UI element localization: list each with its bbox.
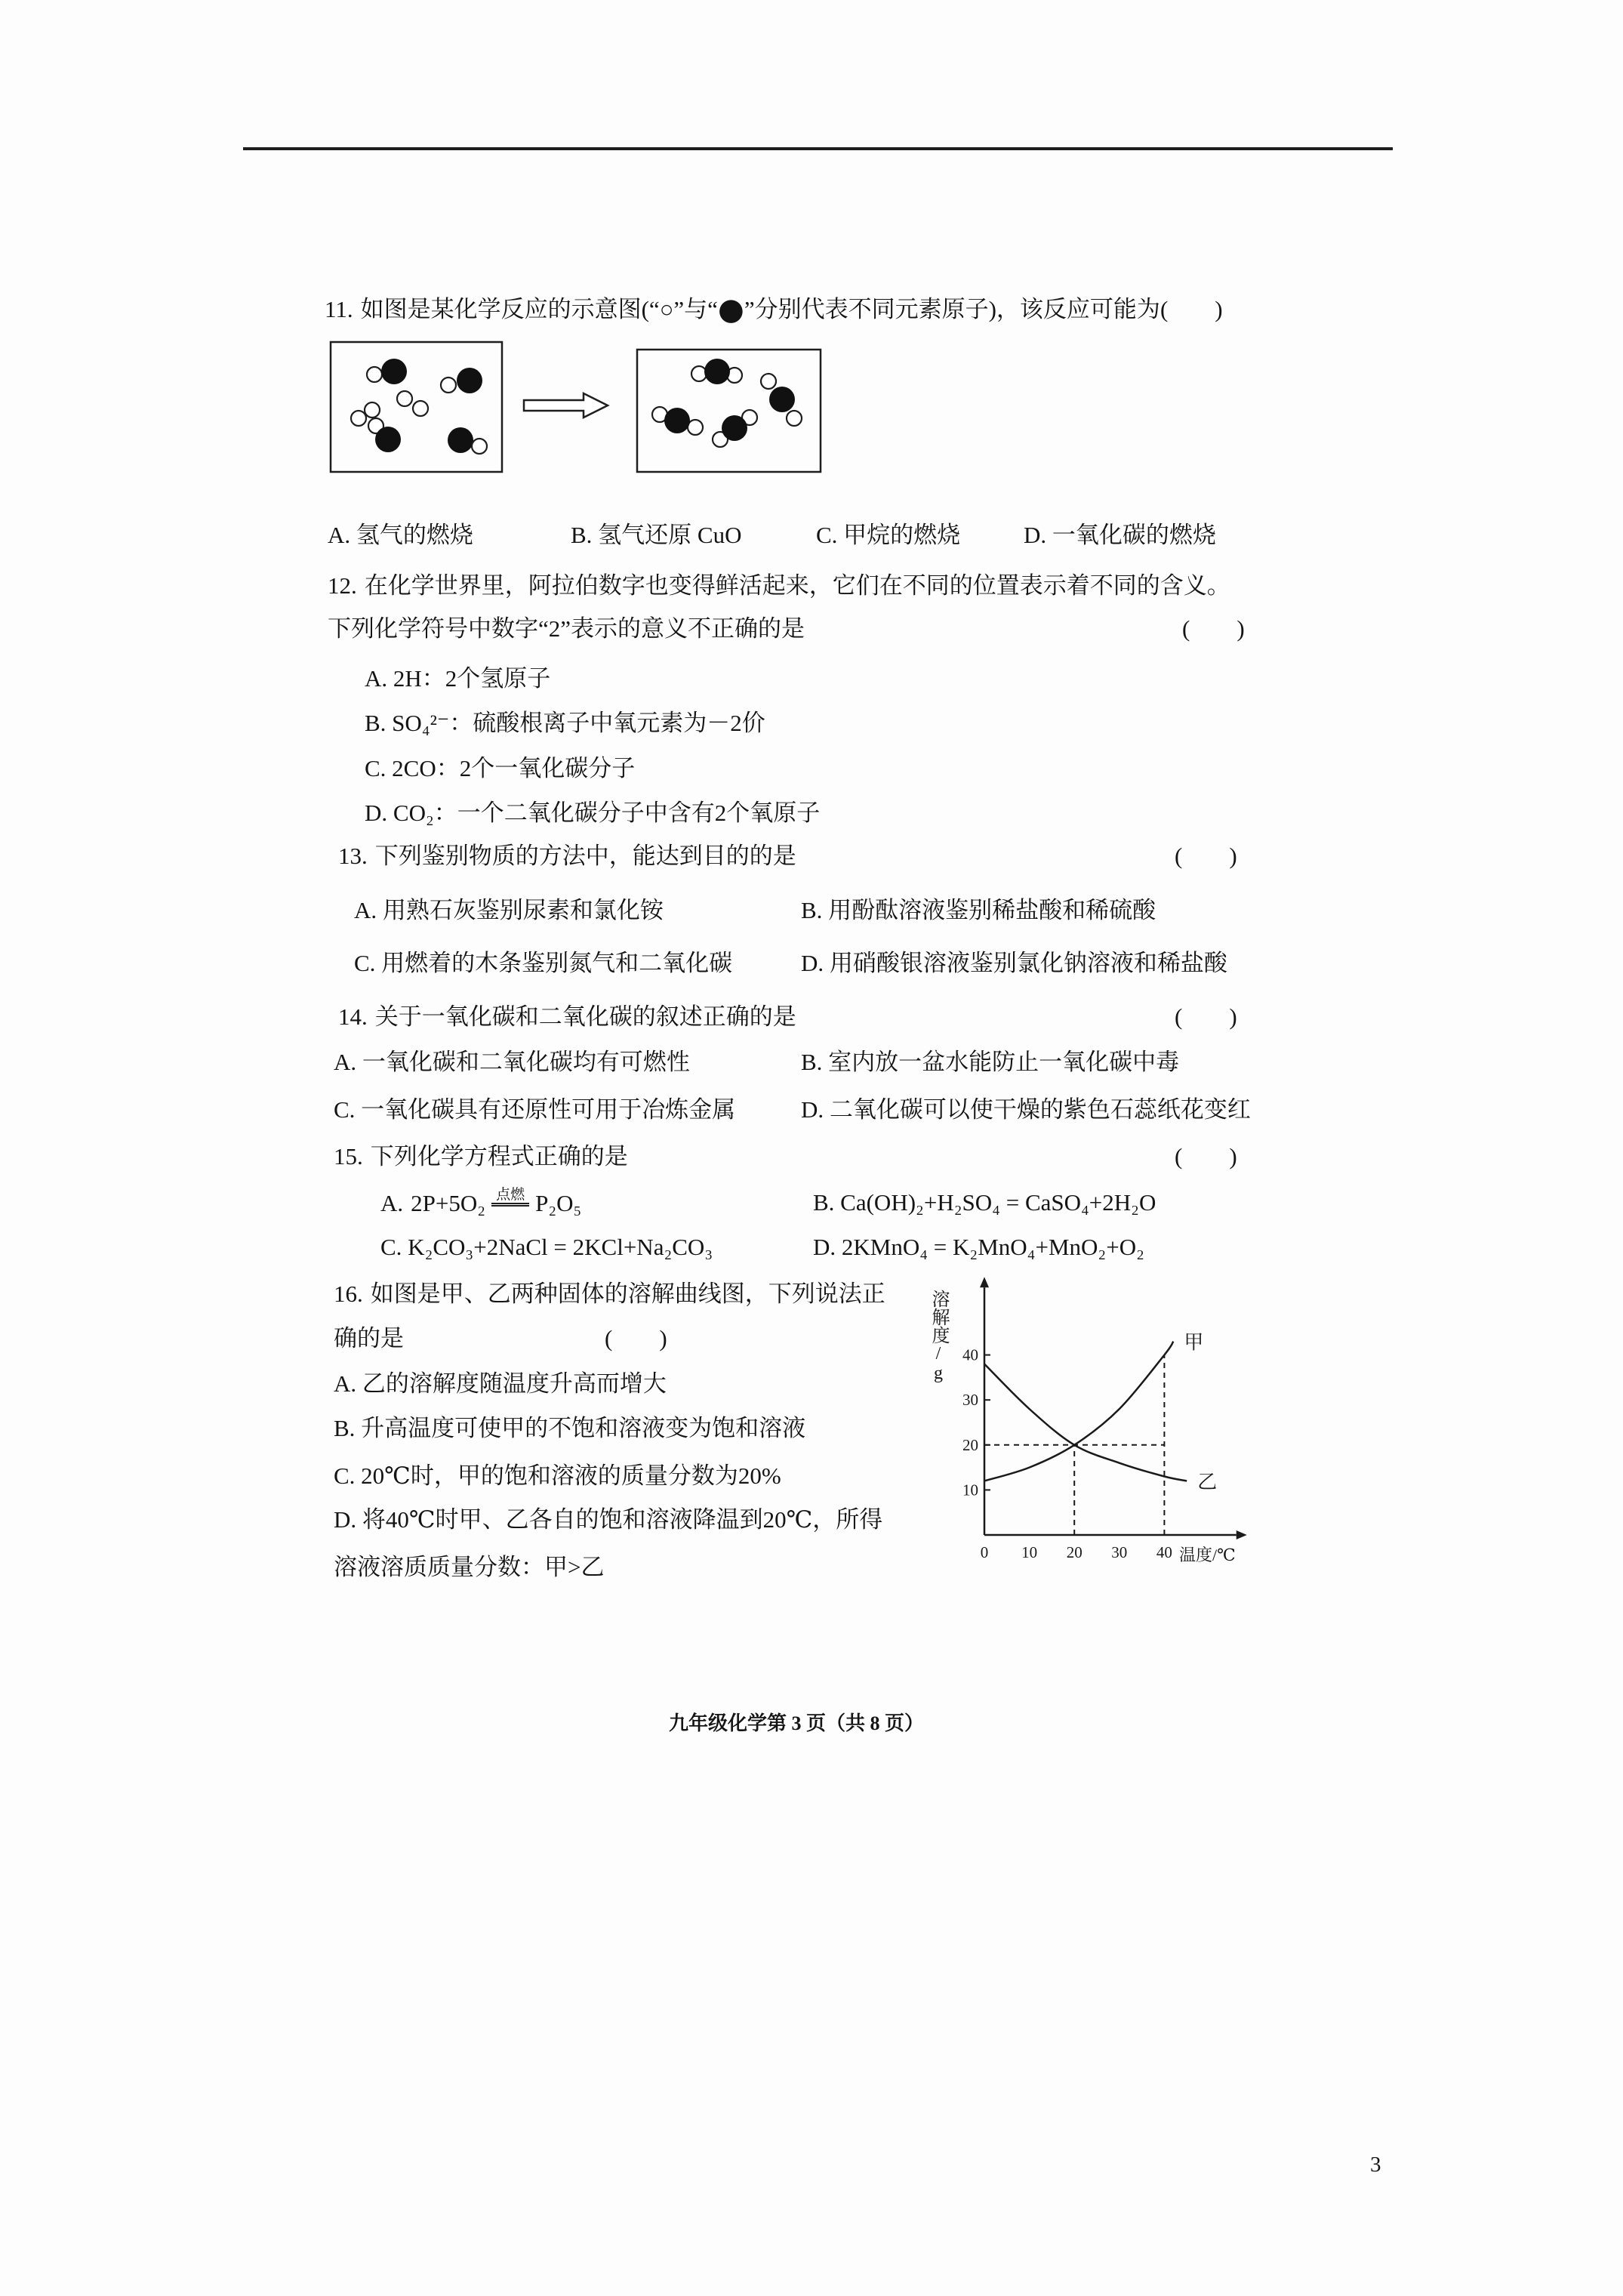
- option-b: B. 用酚酞溶液鉴别稀盐酸和稀硫酸: [801, 897, 1156, 923]
- white-atom: [351, 411, 366, 426]
- black-atom: [448, 427, 473, 453]
- option-c: C. 20℃时，甲的饱和溶液的质量分数为20%: [334, 1462, 781, 1489]
- y-axis-title: 溶解度/g: [929, 1290, 948, 1383]
- option-b: B. Ca(OH)₂+H₂SO₄ = CaSO₄+2H₂O: [813, 1189, 1156, 1216]
- option-b: B. 升高温度可使甲的不饱和溶液变为饱和溶液: [334, 1415, 806, 1441]
- question-text: 下列化学方程式正确的是: [370, 1143, 628, 1170]
- black-atom: [722, 415, 747, 441]
- option-c: C. 用燃着的木条鉴别氮气和二氧化碳: [354, 950, 733, 976]
- question-number: 14.: [338, 1003, 368, 1030]
- question-number: 15.: [334, 1143, 363, 1170]
- reaction-diagram: [325, 332, 830, 483]
- white-atom: [761, 374, 776, 389]
- x-axis-title: 温度/℃: [1179, 1546, 1236, 1564]
- answer-bracket: ( ): [1160, 296, 1223, 322]
- x-tick-label: 0: [980, 1543, 989, 1561]
- question-15-stem: [334, 1142, 628, 1172]
- y-tick-label: 40: [962, 1345, 978, 1364]
- series-label-yi: 乙: [1197, 1471, 1218, 1493]
- question-13-stem: [338, 841, 796, 871]
- solubility-chart: [906, 1268, 1283, 1586]
- question-14-stem: [338, 1002, 796, 1032]
- white-atom: [472, 439, 487, 454]
- white-atom: [397, 391, 412, 406]
- solubility-curve-jia: [984, 1342, 1173, 1481]
- question-11-stem: [325, 294, 1223, 325]
- x-tick-label: 10: [1021, 1543, 1038, 1561]
- black-atom: [375, 427, 401, 452]
- page-number: 3: [1370, 2153, 1381, 2177]
- white-atom: [413, 401, 428, 416]
- question-text: 如图是某化学反应的示意图(“○”与“: [360, 296, 718, 322]
- option-b: B. 氢气还原 CuO: [571, 522, 742, 548]
- option-c: C. 甲烷的燃烧: [816, 522, 961, 548]
- black-atom: [664, 408, 690, 433]
- option-d: D. 2KMnO₄ = K₂MnO₄+MnO₂+O₂: [813, 1234, 1144, 1260]
- option-c: C. 一氧化碳具有还原性可用于冶炼金属: [334, 1096, 736, 1123]
- x-tick-label: 40: [1156, 1543, 1172, 1561]
- y-tick-label: 20: [962, 1435, 978, 1454]
- option-d: D. 用硝酸银溶液鉴别氯化钠溶液和稀盐酸: [801, 950, 1227, 976]
- answer-bracket: ( ): [605, 1325, 667, 1351]
- answer-bracket: ( ): [1175, 1003, 1237, 1030]
- answer-bracket: ( ): [1175, 843, 1237, 869]
- white-atom: [441, 378, 456, 393]
- equation-reactants: 2P+5O₂: [411, 1190, 486, 1216]
- black-atom: [457, 368, 482, 393]
- option-d-continued: 溶液溶质质量分数：甲>乙: [334, 1554, 605, 1580]
- y-axis-arrow-icon: [980, 1277, 989, 1287]
- x-axis-arrow-icon: [1236, 1530, 1247, 1539]
- solubility-curve-yi: [984, 1364, 1187, 1481]
- option-a: A. 2H：2个氢原子: [365, 665, 551, 692]
- white-atom: [367, 367, 382, 382]
- question-number: 11.: [325, 296, 353, 322]
- reaction-arrow-icon: [524, 393, 608, 418]
- black-atom: [704, 359, 730, 384]
- y-tick-label: 10: [962, 1481, 978, 1499]
- option-a: A. 氢气的燃烧: [328, 522, 473, 548]
- question-text: 如图是甲、乙两种固体的溶解曲线图，下列说法正: [370, 1281, 885, 1307]
- question-16-stem-line2: 确的是: [334, 1325, 404, 1351]
- question-number: 16.: [334, 1281, 363, 1307]
- x-tick-label: 30: [1111, 1543, 1128, 1561]
- option-b: B. SO₄²⁻：硫酸根离子中氧元素为－2价: [365, 710, 765, 736]
- black-atom: [381, 359, 407, 384]
- option-d: D. 将40℃时甲、乙各自的饱和溶液降温到20℃，所得: [334, 1506, 883, 1533]
- option-d: D. 一氧化碳的燃烧: [1024, 522, 1216, 548]
- reaction-condition: 点燃: [491, 1188, 529, 1207]
- page-footer: 九年级化学第 3 页（共 8 页）: [668, 1712, 924, 1734]
- question-12-stem-line2: 下列化学符号中数字“2”表示的意义不正确的是: [328, 615, 805, 642]
- white-atom: [365, 402, 380, 418]
- series-label-jia: 甲: [1184, 1331, 1204, 1354]
- black-atom: [769, 387, 795, 412]
- y-tick-label: 30: [962, 1391, 978, 1410]
- question-text: 关于一氧化碳和二氧化碳的叙述正确的是: [374, 1003, 796, 1030]
- option-a: A. 一氧化碳和二氧化碳均有可燃性: [334, 1049, 690, 1075]
- white-atom: [787, 411, 802, 426]
- equation-products: P₂O₅: [535, 1190, 582, 1216]
- header-rule: [243, 147, 1393, 150]
- option-a: A. 乙的溶解度随温度升高而增大: [334, 1370, 667, 1397]
- black-atom-icon: ●: [717, 292, 744, 327]
- white-atom: [688, 420, 703, 435]
- question-text: 在化学世界里，阿拉伯数字也变得鲜活起来，它们在不同的位置表示着不同的含义。: [364, 572, 1230, 599]
- x-tick-label: 20: [1066, 1543, 1083, 1561]
- answer-bracket: ( ): [1182, 615, 1245, 642]
- question-text: 下列鉴别物质的方法中，能达到目的的是: [374, 843, 796, 869]
- white-atom: [691, 366, 707, 381]
- option-a: [380, 1188, 581, 1219]
- option-label: A.: [380, 1190, 404, 1216]
- option-c: C. 2CO：2个一氧化碳分子: [365, 755, 636, 781]
- option-d: D. 二氧化碳可以使干燥的紫色石蕊纸花变红: [801, 1096, 1251, 1123]
- question-12-stem: [328, 571, 1230, 601]
- option-a: A. 用熟石灰鉴别尿素和氯化铵: [354, 897, 664, 923]
- option-b: B. 室内放一盆水能防止一氧化碳中毒: [801, 1049, 1180, 1075]
- question-number: 12.: [328, 572, 357, 599]
- answer-bracket: ( ): [1175, 1143, 1237, 1170]
- question-number: 13.: [338, 843, 368, 869]
- option-d: D. CO₂：一个二氧化碳分子中含有2个氧原子: [365, 800, 821, 826]
- question-text: ”分别代表不同元素原子)，该反应可能为: [744, 296, 1160, 322]
- option-c: C. K₂CO₃+2NaCl = 2KCl+Na₂CO₃: [380, 1234, 713, 1260]
- question-16-stem: [334, 1279, 885, 1309]
